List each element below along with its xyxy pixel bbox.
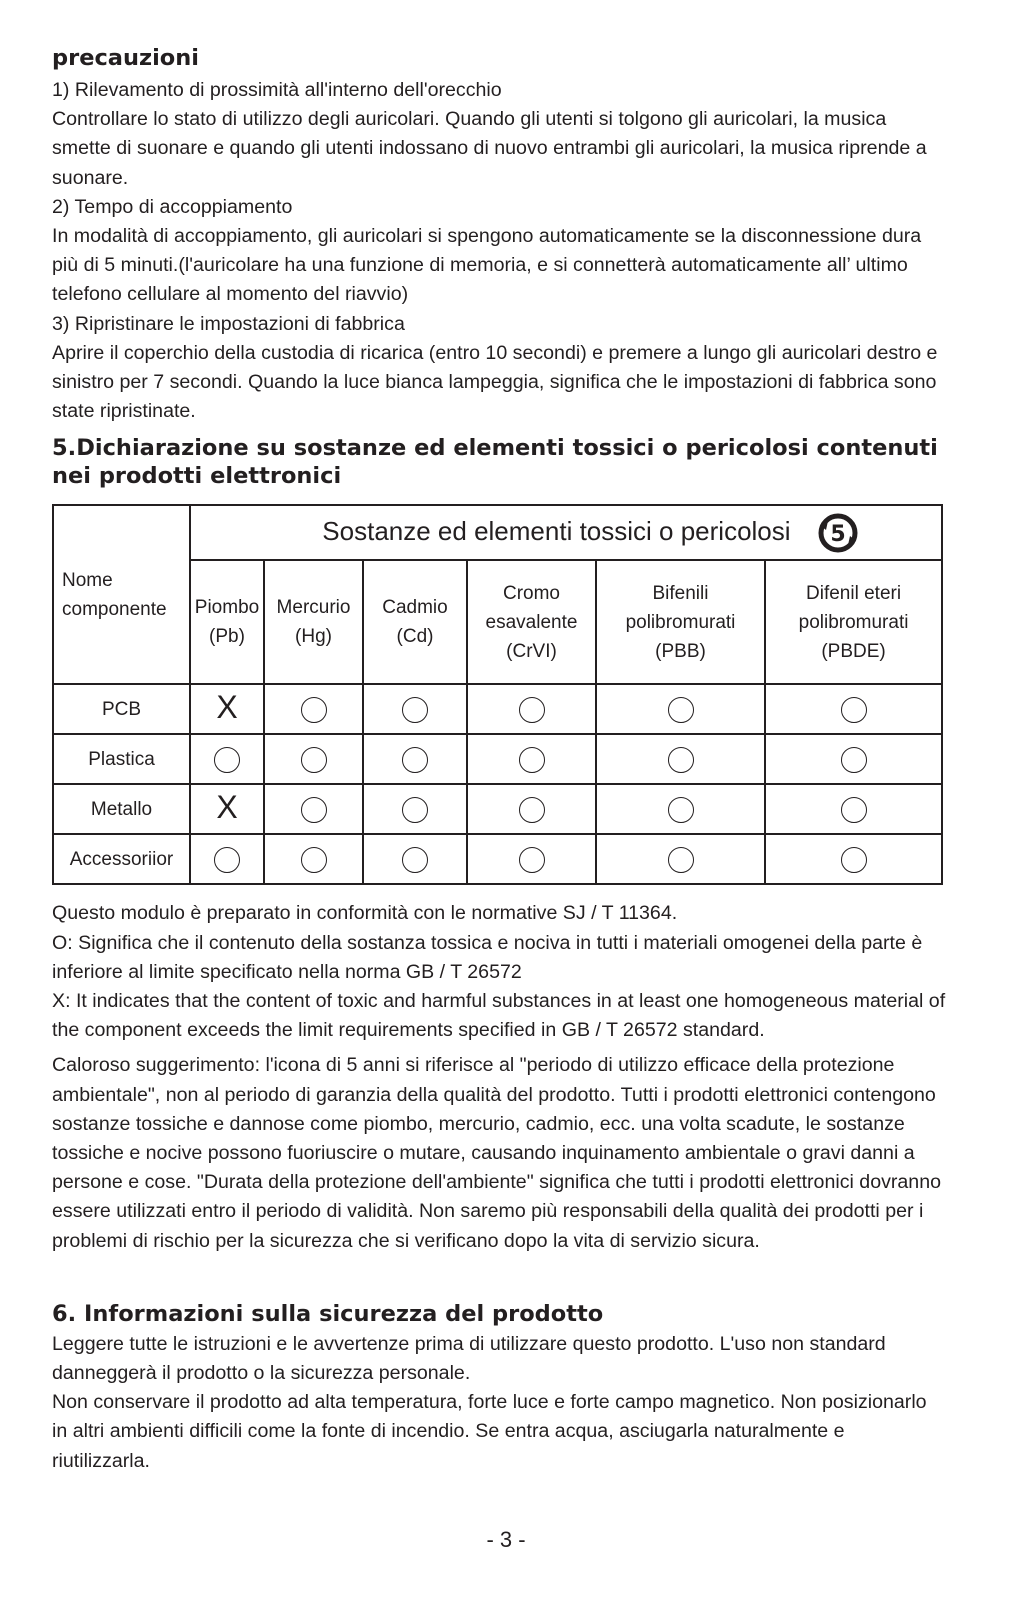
within-limit-circle-icon (301, 797, 327, 823)
substances-group-title: Sostanze ed elementi tossici o pericolosi (322, 515, 791, 546)
suggestion-paragraph: Caloroso suggerimento: l'icona di 5 anni si riferisce al "periodo di utilizzo efficace della protezione ambientale", non al periodo di garanzia della qualità del prodotto. Tutti i prodotti elettronici contengono sostanze tossiche e dannose come piombo, mercurio, cadmio, ecc. una volta scadute, le sostanze tossiche e nocive possono fuoriuscire o mutare, causando inquinamento ambientale o gravi danni a persone e cose. "Durata della protezione dell'ambiente" significa che tutti i prodotti elettronici dovranno essere utilizzati entro il periodo di validità. Non saremo più responsabili della qualità dei prodotti per i problemi di rischio per la sicurezza che si verificano dopo la vita di servizio sicura. (52, 1054, 941, 1252)
substance-name: Cadmio (382, 597, 448, 619)
substance-code: (PBDE) (821, 640, 886, 662)
mark-cell (363, 834, 467, 884)
precaution-line: Aprire il coperchio della custodia di ricarica (entro 10 secondi) e premere a lungo gli auricolari destro e sinistro per 7 secondi. Quando la luce bianca lampeggia, significa che le impostazioni di fabbrica sono state ripristinate. (52, 341, 938, 423)
hazardous-substances-table (52, 504, 943, 885)
substance-column-header (363, 560, 467, 684)
precaution-line: In modalità di accoppiamento, gli auricolari si spengono automaticamente se la disconnessione dura più di 5 minuti.(l'auricolare ha una funzione di memoria, e si connetterà automaticamente all’ ultimo telefono cellulare al momento del riavvio) (52, 225, 922, 306)
precaution-line: Controllare lo stato di utilizzo degli auricolari. Quando gli utenti si tolgono gli auricolari, la musica smette di suonare e quando gli utenti indossano di nuovo entrambi gli auricolari, la musica riprende a suonare. (52, 108, 927, 189)
safety-paragraph: Leggere tutte le istruzioni e le avvertenze prima di utilizzare questo prodotto. L'uso non standard danneggerà il prodotto o la sicurezza personale. (52, 1332, 886, 1385)
substance-column-header (467, 560, 596, 684)
note-line: O: Significa che il contenuto della sostanza tossica e nociva in tutti i materiali omogenei della parte è inferiore al limite specificato nella norma GB / T 26572 (52, 931, 923, 983)
within-limit-circle-icon (519, 797, 545, 823)
precaution-line: 2) Tempo di accoppiamento (52, 195, 293, 218)
mark-cell (765, 684, 942, 734)
substances-group-header (190, 505, 942, 560)
page-number: - 3 - (486, 1527, 526, 1552)
exceeds-limit-mark: X (216, 788, 238, 825)
mark-cell (363, 684, 467, 734)
mark-cell (596, 834, 765, 884)
component-name-header: Nome componente (53, 505, 190, 684)
within-limit-circle-icon (841, 747, 867, 773)
precautions-heading: precauzioni (52, 45, 199, 71)
table-row (53, 834, 942, 884)
mark-cell (264, 734, 363, 784)
within-limit-circle-icon (402, 697, 428, 723)
mark-cell (467, 784, 596, 834)
within-limit-circle-icon (301, 697, 327, 723)
mark-cell (596, 784, 765, 834)
substance-column-header (264, 560, 363, 684)
section6-heading: 6. Informazioni sulla sicurezza del prodotto (52, 1300, 604, 1327)
substance-column-header (596, 560, 765, 684)
substance-name: Piombo (194, 597, 260, 619)
within-limit-circle-icon (519, 697, 545, 723)
within-limit-circle-icon (301, 847, 327, 873)
section5-heading: 5.Dichiarazione su sostanze ed elementi tossici o pericolosi contenuti nei prodotti elettronici (52, 435, 938, 490)
within-limit-circle-icon (668, 747, 694, 773)
mark-cell (765, 834, 942, 884)
substance-name: Bifenili polibromurati (625, 582, 736, 633)
within-limit-circle-icon (519, 847, 545, 873)
mark-cell (190, 684, 264, 734)
within-limit-circle-icon (519, 747, 545, 773)
mark-cell (264, 784, 363, 834)
safety-paragraph: Non conservare il prodotto ad alta temperatura, forte luce e forte campo magnetico. Non posizionarlo in altri ambienti difficili come la fonte di incendio. Se entra acqua, asciugarla naturalmente e riutilizzarla. (52, 1391, 927, 1472)
mark-cell (596, 684, 765, 734)
mark-cell (596, 734, 765, 784)
within-limit-circle-icon (214, 747, 240, 773)
substance-name: Difenil eteri polibromurati (798, 582, 909, 633)
substance-code: (PBB) (655, 640, 706, 662)
substance-name: Cromo esavalente (485, 582, 578, 633)
substance-code: (Hg) (295, 626, 332, 648)
substance-code: (Pb) (209, 626, 245, 648)
mark-cell (765, 734, 942, 784)
within-limit-circle-icon (668, 697, 694, 723)
substance-column-header (190, 560, 264, 684)
within-limit-circle-icon (668, 797, 694, 823)
table-row (53, 684, 942, 734)
document-page (52, 44, 947, 1476)
table-row (53, 734, 942, 784)
mark-cell (190, 734, 264, 784)
mark-cell (264, 834, 363, 884)
mark-cell (363, 784, 467, 834)
component-name: Plastica (53, 734, 190, 784)
within-limit-circle-icon (301, 747, 327, 773)
mark-cell (363, 734, 467, 784)
within-limit-circle-icon (668, 847, 694, 873)
logo-number: 5 (830, 521, 846, 547)
note-line: X: It indicates that the content of toxic and harmful substances in at least one homogeneous material of the component exceeds the limit requirements specified in GB / T 26572 standard. (52, 990, 946, 1042)
environment-5-year-logo-icon (816, 511, 860, 555)
within-limit-circle-icon (841, 847, 867, 873)
component-name: Accessoriior (53, 834, 190, 884)
precaution-line: 3) Ripristinare le impostazioni di fabbrica (52, 312, 405, 335)
mark-cell (467, 734, 596, 784)
exceeds-limit-mark: X (216, 688, 238, 725)
mark-cell (467, 834, 596, 884)
table-row (53, 784, 942, 834)
within-limit-circle-icon (402, 747, 428, 773)
component-name: PCB (53, 684, 190, 734)
mark-cell (190, 784, 264, 834)
mark-cell (264, 684, 363, 734)
mark-cell (467, 684, 596, 734)
substance-code: (CrVI) (506, 640, 557, 662)
within-limit-circle-icon (402, 797, 428, 823)
substance-column-header (765, 560, 942, 684)
within-limit-circle-icon (841, 697, 867, 723)
substance-code: (Cd) (396, 626, 434, 648)
within-limit-circle-icon (402, 847, 428, 873)
mark-cell (190, 834, 264, 884)
substance-name: Mercurio (276, 597, 351, 619)
note-line: Questo modulo è preparato in conformità con le normative SJ / T 11364. (52, 902, 678, 925)
within-limit-circle-icon (214, 847, 240, 873)
component-name: Metallo (53, 784, 190, 834)
mark-cell (765, 784, 942, 834)
within-limit-circle-icon (841, 797, 867, 823)
precaution-line: 1) Rilevamento di prossimità all'interno dell'orecchio (52, 79, 502, 101)
